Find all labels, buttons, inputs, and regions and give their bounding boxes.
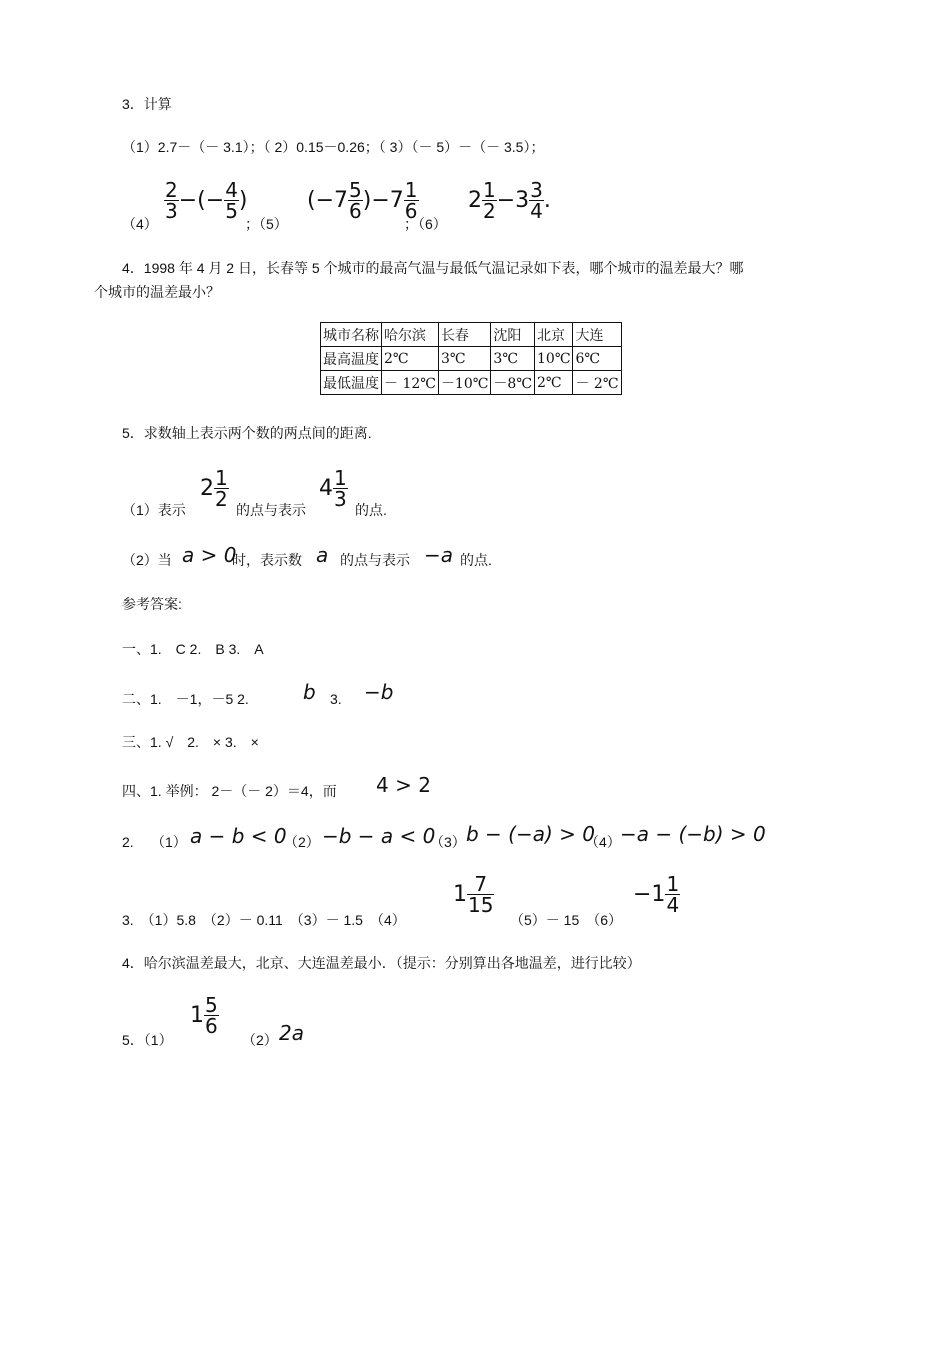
mixed-neg1-1-4 [633,874,680,915]
numerator: 3 [530,178,543,202]
denominator: 6 [349,199,362,223]
numerator: 4 [225,178,238,202]
denominator: 3 [165,199,178,223]
q3-sep1: ；（5） [245,216,288,232]
expr-6-op: −3 [496,188,530,213]
whole: −1 [633,882,666,907]
q5-p1-c: 的点. [355,502,387,518]
q3-p4-label: （4） [122,216,158,232]
table-cell: 2℃ [382,347,439,371]
answer-4-a: 四、1. 举例： 2－（－ 2）＝4，而 [122,783,337,799]
math-ineq-1: a − b < 0 [190,824,287,848]
answer-4-3-a: 3. （1）5.8 （2）－ 0.11 （3）－ 1.5 （4） [122,912,406,928]
answer-2-b: 3. [330,691,342,707]
numerator: 1 [483,178,496,202]
table-cell: 北京 [535,323,573,347]
math-2a: 2a [279,1021,304,1045]
math-b: b [303,680,316,704]
math-4-gt-2: 4 > 2 [376,773,431,797]
numerator: 1 [215,466,228,490]
whole: 1 [453,882,467,907]
expr-4-close: ) [238,188,248,213]
expr-6 [468,180,551,221]
q3-heading: 3．计算 [122,96,172,112]
answer-4-2-p2: （2） [284,834,320,850]
mixed-1-7-15 [453,874,494,915]
answer-4-2-label: 2. [122,834,148,850]
table-row [321,347,622,371]
table-cell: 3℃ [438,347,490,371]
answer-2-a: 二、1. －1，－5 2. [122,691,249,707]
denominator: 5 [225,199,238,223]
math-ineq-4: −a − (−b) > 0 [620,822,766,846]
table-cell: 长春 [438,323,490,347]
q5-p2-a: （2）当 [122,552,172,568]
expr-6-end: . [543,188,551,213]
q3-line1: （1）2.7－（－ 3.1）；（ 2）0.15－0.26；（ 3）（－ 5）－（－ 3.5）； [122,139,545,155]
temperature-table [320,322,622,395]
whole: 1 [190,1003,204,1028]
expr-6-whole: 2 [468,188,482,213]
denominator: 4 [666,893,680,917]
expr-4 [164,180,248,221]
table-cell: 最低温度 [321,371,382,395]
expr-5 [307,180,419,221]
answer-4-2-p1: （1） [151,834,187,850]
table-cell: 3℃ [491,347,535,371]
math-neg-b: −b [364,680,394,704]
answer-4-2-p3: （3） [430,834,466,850]
denominator: 15 [468,893,494,917]
denominator: 4 [530,199,543,223]
numerator: 2 [165,178,178,202]
mixed-2-1-2 [200,468,229,509]
expr-5-start: (−7 [307,188,349,213]
denominator: 2 [215,487,228,511]
table-cell: － 2℃ [573,371,621,395]
table-cell: 哈尔滨 [382,323,439,347]
answer-1: 一、1. C 2. B 3. A [122,641,264,657]
numerator: 1 [666,872,680,896]
whole: 2 [200,476,214,501]
answer-5-a: 5．（1） [122,1032,173,1048]
q5-p2-d: 的点. [460,552,492,568]
table-cell: － 12℃ [382,371,439,395]
denominator: 3 [334,487,347,511]
q5-p1-a: （1）表示 [122,502,186,518]
denominator: 2 [483,199,496,223]
q5-heading: 5．求数轴上表示两个数的两点间的距离. [122,425,372,441]
table-cell: 城市名称 [321,323,382,347]
numerator: 7 [474,872,488,896]
table-cell: 6℃ [573,347,621,371]
numerator: 1 [334,466,347,490]
numerator: 5 [205,993,218,1017]
whole: 4 [319,476,333,501]
q3-sep2: ；（6） [404,216,447,232]
math-a-gt-0: a > 0 [182,543,237,567]
answer-4-2-p4: （4） [585,834,621,850]
denominator: 6 [205,1014,218,1038]
math-ineq-2: −b − a < 0 [322,824,436,848]
expr-4-op: −(− [178,188,225,213]
answer-3: 三、1. √ 2. × 3. × [122,734,259,750]
q5-p1-b: 的点与表示 [236,502,306,518]
table-cell: 10℃ [535,347,573,371]
mixed-1-5-6 [190,995,219,1036]
numerator: 5 [349,178,362,202]
table-row [321,371,622,395]
table-cell: 最高温度 [321,347,382,371]
table-cell: 2℃ [535,371,573,395]
table-cell: －8℃ [491,371,535,395]
q5-p2-c: 的点与表示 [340,552,410,568]
math-a: a [316,543,329,567]
q4-line1: 4．1998 年 4 月 2 日，长春等 5 个城市的最高气温与最低气温记录如下表，哪个城市的温差最大？哪 [122,260,744,276]
math-ineq-3: b − (−a) > 0 [466,822,595,846]
q5-p2-b: 时，表示数 [232,552,302,568]
numerator: 1 [404,178,418,202]
q4-line2: 个城市的温差最小？ [94,284,220,300]
mixed-4-1-3 [319,468,348,509]
table-cell: －10℃ [438,371,490,395]
answer-5-b: （2） [242,1032,278,1048]
denominator: 6 [404,199,418,223]
answer-4-3-b: （5）－ 15 （6） [510,912,623,928]
math-neg-a: −a [424,543,454,567]
table-header-row [321,323,622,347]
table-cell: 大连 [573,323,621,347]
expr-5-op: )−7 [362,188,404,213]
answer-4-4: 4．哈尔滨温差最大，北京、大连温差最小．（提示：分别算出各地温差，进行比较） [122,955,641,971]
table-cell: 沈阳 [491,323,535,347]
answers-heading: 参考答案: [122,596,182,612]
